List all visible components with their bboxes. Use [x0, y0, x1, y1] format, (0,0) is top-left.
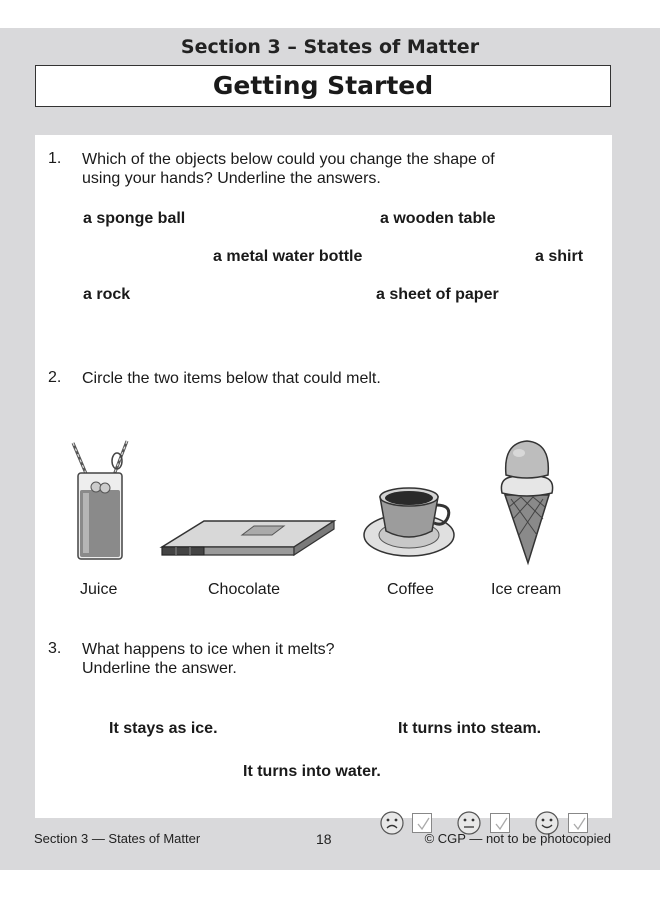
footer-copyright: © CGP — not to be photocopied	[424, 831, 611, 846]
ice-cream-cone-icon[interactable]	[497, 435, 557, 565]
q2-text: Circle the two items below that could melt.	[82, 370, 381, 387]
juice-glass-icon[interactable]	[65, 435, 135, 565]
page-title: Getting Started	[212, 71, 434, 100]
q1-option-sheet-of-paper[interactable]: a sheet of paper	[376, 286, 499, 303]
neutral-tick-box[interactable]	[490, 813, 510, 833]
worksheet	[35, 135, 612, 818]
footer-section: Section 3 — States of Matter	[34, 831, 201, 846]
q2-number: 2.	[48, 369, 62, 386]
q1-line2: using your hands? Underline the answers.	[82, 170, 381, 187]
chocolate-bar-icon[interactable]	[162, 513, 337, 559]
happy-tick-box[interactable]	[568, 813, 588, 833]
q1-line1: Which of the objects below could you change the shape of	[82, 151, 495, 168]
q1-option-wooden-table[interactable]: a wooden table	[380, 210, 496, 227]
q3-option-stays-as-ice[interactable]: It stays as ice.	[109, 720, 218, 737]
q1-number: 1.	[48, 150, 62, 167]
q1-option-sponge-ball[interactable]: a sponge ball	[83, 210, 186, 227]
q1-option-shirt[interactable]: a shirt	[535, 248, 584, 265]
coffee-cup-icon[interactable]	[362, 479, 457, 564]
sad-face-icon[interactable]	[380, 811, 404, 835]
q3-option-turns-into-water[interactable]: It turns into water.	[243, 763, 381, 780]
q1-option-rock[interactable]: a rock	[83, 286, 131, 303]
section-title: Section 3 – States of Matter	[180, 36, 480, 58]
sad-tick-box[interactable]	[412, 813, 432, 833]
page-title-box	[35, 65, 611, 107]
q3-line2: Underline the answer.	[82, 660, 237, 677]
footer-page-number: 18	[316, 831, 332, 847]
q2-item-ice-cream[interactable]: Ice cream	[491, 581, 562, 598]
q2-item-coffee[interactable]: Coffee	[387, 581, 434, 598]
q3-number: 3.	[48, 640, 62, 657]
q2-item-juice[interactable]: Juice	[80, 581, 118, 598]
q3-option-turns-into-steam[interactable]: It turns into steam.	[398, 720, 542, 737]
page-background	[0, 28, 660, 870]
q3-line1: What happens to ice when it melts?	[82, 641, 335, 658]
q2-item-chocolate[interactable]: Chocolate	[208, 581, 281, 598]
q1-option-metal-water-bottle[interactable]: a metal water bottle	[213, 248, 363, 265]
